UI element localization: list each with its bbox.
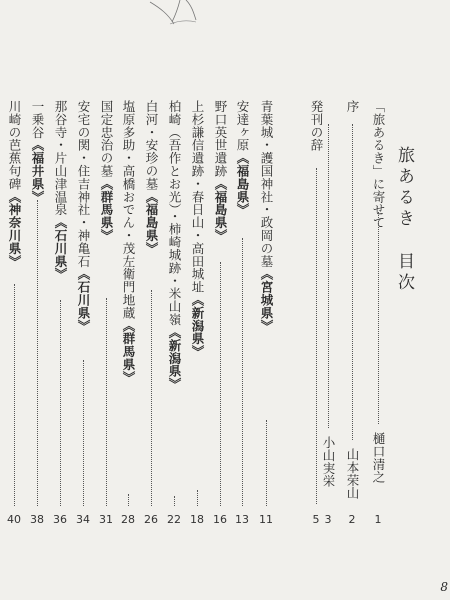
entry-prefecture: 《石川県》 [53,216,68,281]
toc-entry[interactable] [306,100,326,152]
entry-page-number: 16 [213,513,227,526]
entry-title: 上杉謙信遺跡・春日山・高田城址 [190,100,205,294]
toc-leader [151,290,152,506]
entry-page-number: 11 [259,513,273,526]
toc-leader [378,212,379,424]
toc-leader [83,360,84,506]
entry-title: 発刊の辞 [309,100,324,152]
toc-leader [220,262,221,506]
toc-leader [197,490,198,506]
entry-prefecture: 《福井県》 [30,138,45,204]
entry-page-number: 1 [374,513,382,526]
entry-prefecture: 《福島県》 [144,190,159,255]
toc-leader [174,496,175,506]
entry-page-number: 26 [144,513,158,526]
entry-title: 野口英世遺跡 [213,100,228,178]
toc-entry[interactable] [73,100,93,332]
toc-entry[interactable] [210,100,230,242]
entry-title: 那谷寺・片山津温泉 [53,100,68,217]
entry-prefecture: 《群馬県》 [99,177,114,242]
entry-title: 川崎の芭蕉句碑 [7,100,22,191]
entry-prefecture: 《福島県》 [213,177,228,242]
entry-page-number: 5 [312,513,320,526]
entry-title: 国定忠治の墓 [99,100,114,178]
toc-entry[interactable] [96,100,116,242]
entry-title: 塩原多助・高橋おでん・茂左衛門地蔵 [121,100,136,320]
toc-leader [14,284,15,506]
entry-prefecture: 《新潟県》 [167,325,182,391]
toc-entry[interactable] [256,100,276,332]
entry-prefecture: 《石川県》 [76,267,91,333]
entry-title: 「旅あるき」に寄せて [371,100,386,229]
entry-title: 一乗谷 [30,100,45,139]
entry-page-number: 31 [99,513,113,526]
toc-entry[interactable] [232,100,252,216]
entry-page-number: 40 [7,513,21,526]
entry-title: 白河・安珍の墓 [144,100,159,191]
entry-page-number: 2 [348,513,356,526]
entry-prefecture: 《宮城県》 [259,267,274,333]
toc-heading: 目次 [394,252,414,294]
entry-prefecture: 《神奈川県》 [7,190,22,268]
entry-prefecture: 《群馬県》 [121,319,136,384]
entry-title: 序 [345,100,360,113]
sketch-illustration [130,0,250,26]
entry-page-number: 13 [235,513,249,526]
page-folio: 8 [440,580,448,594]
entry-page-number: 22 [167,513,181,526]
toc-leader [352,124,353,440]
toc-entry[interactable] [141,100,161,255]
entry-prefecture: 《新潟県》 [190,293,205,358]
toc-entry[interactable] [368,100,388,229]
toc-entry[interactable] [27,100,47,203]
entry-prefecture: 《福島県》 [235,151,250,217]
toc-entry[interactable] [342,100,362,113]
toc-entry[interactable] [164,100,184,390]
book-title-column [392,146,418,294]
toc-leader [242,238,243,506]
entry-author: 山本荣山 [345,448,360,500]
toc-leader [266,420,267,506]
toc-leader [328,124,329,428]
toc-leader [60,300,61,506]
entry-title: 柏崎（吾作とお光）・柿崎城跡・米山嶺 [167,100,182,326]
toc-entry[interactable] [187,100,207,358]
book-title: 旅あるき [394,146,414,230]
entry-author: 樋口清之 [371,432,386,484]
toc-leader [128,494,129,506]
toc-entry[interactable] [50,100,70,281]
toc-leader [316,168,317,504]
entry-page-number: 36 [53,513,67,526]
entry-author: 小山実栄 [321,436,336,488]
entry-page-number: 18 [190,513,204,526]
entry-title: 安達ヶ原 [235,100,250,152]
toc-leader [37,200,38,506]
entry-page-number: 38 [30,513,44,526]
toc-entry[interactable] [118,100,138,384]
entry-title: 安宅の関・住吉神社・神亀石 [76,100,91,268]
entry-page-number: 34 [76,513,90,526]
toc-leader [106,298,107,506]
entry-page-number: 3 [324,513,332,526]
toc-entry[interactable] [4,100,24,268]
entry-title: 青葉城・護国神社・政岡の墓 [259,100,274,268]
entry-page-number: 28 [121,513,135,526]
